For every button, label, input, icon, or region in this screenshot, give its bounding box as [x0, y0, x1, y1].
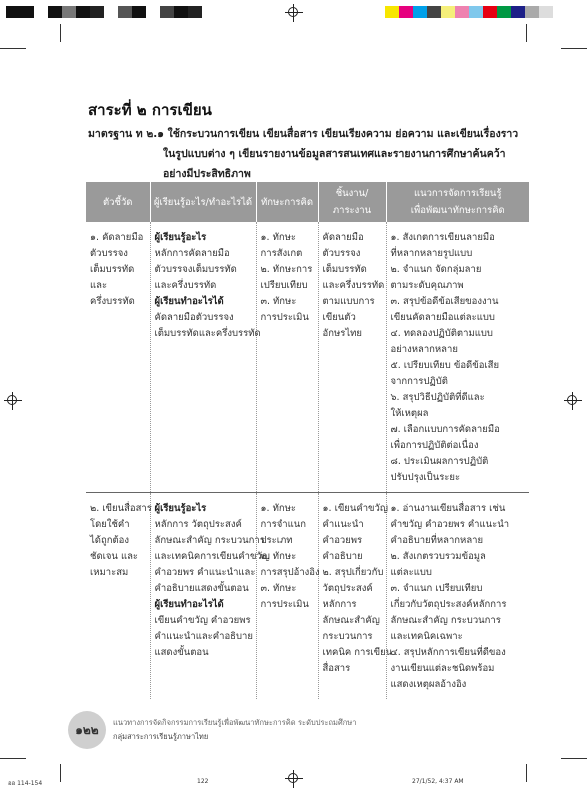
cell-line: การจำแนก: [260, 519, 306, 530]
cell-line: อักษรไทย: [322, 328, 362, 339]
cell-line: และครึ่งบรรทัด: [322, 280, 385, 291]
header-thinking-skill: ทักษะการคิด: [256, 182, 318, 222]
cell-line: และเทคนิคเฉพาะ: [390, 631, 463, 642]
grayscale-bar: [6, 6, 202, 18]
cell-line: ที่หลากหลายรูปแบบ: [390, 248, 473, 259]
section-heading: สาระที่ ๒ การเขียน: [88, 101, 212, 119]
registration-mark-left: [4, 392, 22, 410]
cell-line: ๓. ทักษะ: [260, 583, 297, 594]
crop-mark: [0, 758, 26, 759]
cell-line: ๔. สรุปหลักการเขียนที่ดีของ: [390, 647, 506, 658]
crop-mark: [526, 764, 527, 782]
crop-mark: [561, 758, 587, 759]
crop-mark: [60, 24, 61, 42]
cell-line: ผู้เรียนรู้อะไร: [154, 503, 207, 514]
cell-line: คำอวยพร คำแนะนำและ: [154, 567, 256, 578]
cell-line: คำอธิบายแสดงขั้นตอน: [154, 583, 249, 594]
cell-line: ๑. คัดลายมือ: [90, 232, 144, 243]
crop-mark: [0, 48, 26, 49]
cell-line: วัตถุประสงค์: [322, 583, 373, 594]
cell-learn: [150, 493, 270, 700]
cell-line: ตามแบบการ: [322, 296, 375, 307]
cell-line: ปรับปรุงเป็นระยะ: [390, 472, 461, 483]
cell-line: หลักการ วัตถุประสงค์: [154, 519, 242, 530]
cell-line: คำแนะนำ: [322, 519, 364, 530]
cell-line: ๒. จำแนก จัดกลุ่มลาย: [390, 264, 482, 275]
table-row: [86, 493, 529, 700]
slug-page: 122: [197, 778, 209, 785]
cell-line: เต็มบรรทัด: [322, 264, 367, 275]
cell-line: ๒. สรุปเกี่ยวกับ: [322, 567, 384, 578]
footer-subject: กลุ่มสาระการเรียนรู้ภาษาไทย: [113, 732, 209, 741]
cell-line: ๖. สรุปวิธีปฏิบัติที่ดีและ: [390, 392, 485, 403]
learning-table: [86, 182, 529, 699]
standard-line-3: อย่างมีประสิทธิภาพ: [163, 168, 251, 180]
cell-line: แต่ละแบบ: [390, 567, 432, 578]
cell-line: หลักการคัดลายมือ: [154, 248, 230, 259]
cell-line: คัดลายมือ: [322, 232, 364, 243]
cell-line: ตามระดับคุณภาพ: [390, 280, 464, 291]
cell-line: จากการปฏิบัติ: [390, 376, 448, 387]
header-approach-line1: แนวการจัดการเรียนรู้: [413, 188, 502, 199]
cell-line: ๓. ทักษะ: [260, 296, 297, 307]
crop-mark: [561, 48, 587, 49]
cell-line: การประเมิน: [260, 312, 309, 323]
cell-line: เต็มบรรทัด: [90, 264, 135, 275]
cell-line: ชัดเจน และ: [90, 551, 138, 562]
page-number: ๑๒๒: [75, 723, 99, 737]
cell-line: ตัวบรรจงเต็มบรรทัด: [154, 264, 237, 275]
cell-line: ลักษณะสำคัญ กระบวนการ: [154, 535, 265, 546]
cell-approach: [386, 222, 529, 493]
cell-thinking-skill: [256, 493, 318, 700]
cell-line: และเทคนิคการเขียนคำขวัญ: [154, 551, 270, 562]
cell-line: การสรุปอ้างอิง: [260, 567, 320, 578]
cell-line: คำอวยพร: [322, 535, 363, 546]
cell-line: การประเมิน: [260, 599, 309, 610]
cell-line: การสังเกต: [260, 248, 303, 259]
cell-line: ๑. เขียนคำขวัญ: [322, 503, 388, 514]
cell-line: เปรียบเทียบ: [260, 280, 308, 291]
page-number-badge: [68, 711, 106, 749]
footer-book-title: แนวทางการจัดกิจกรรมการเรียนรู้เพื่อพัฒนาทักษะการคิด ระดับประถมศึกษา: [113, 718, 357, 727]
cell-line: สื่อสาร: [322, 663, 351, 674]
cell-line: เกี่ยวกับวัตถุประสงค์หลักการ: [390, 599, 507, 610]
registration-mark-top: [285, 4, 303, 22]
cell-line: ได้ถูกต้อง: [90, 535, 129, 546]
crop-mark: [60, 764, 61, 782]
crop-mark: [526, 24, 527, 42]
cell-line: แสดงขั้นตอน: [154, 647, 209, 658]
header-approach: [386, 182, 529, 222]
header-workload: [318, 182, 386, 222]
cell-line: กระบวนการ: [322, 631, 373, 642]
cell-line: โดยใช้คำ: [90, 519, 130, 530]
cell-line: คำอธิบายที่หลากหลาย: [390, 535, 484, 546]
table-header-row: [86, 182, 529, 222]
cell-line: ๒. ทักษะ: [260, 551, 297, 562]
cell-line: คัดลายมือตัวบรรจง: [154, 312, 234, 323]
cell-thinking-skill: [256, 222, 318, 493]
registration-mark-right: [564, 392, 582, 410]
standard-line-2: ในรูปแบบต่าง ๆ เขียนรายงานข้อมูลสารสนเทศและรายงานการศึกษาค้นคว้า: [163, 148, 506, 160]
cell-line: เทคนิค การเขียน: [322, 647, 393, 658]
cell-line: ๑. สังเกตการเขียนลายมือ: [390, 232, 495, 243]
cell-line: ประเภท: [260, 535, 293, 546]
cell-line: ผู้เรียนทำอะไรได้: [154, 599, 224, 610]
cell-workload: [318, 493, 393, 700]
slug-date: 27/1/52, 4:37 AM: [412, 778, 464, 785]
cell-line: ๓. จำแนก เปรียบเทียบ: [390, 583, 483, 594]
cell-line: คำอธิบาย: [322, 551, 363, 562]
header-workload-line1: ชิ้นงาน/: [335, 188, 369, 199]
header-approach-line2: เพื่อพัฒนาทักษะการคิด: [410, 205, 505, 216]
registration-mark-bottom: [285, 770, 303, 788]
cell-line: เพื่อการปฏิบัติต่อเนื่อง: [390, 440, 479, 451]
header-workload-line2: ภาระงาน: [332, 205, 372, 216]
standard-line-1: มาตรฐาน ท ๒.๑ ใช้กระบวนการเขียน เขียนสื่อสาร เขียนเรียงความ ย่อความ และเขียนเรื่องราว: [88, 128, 519, 140]
cell-approach: [386, 493, 529, 700]
cell-line: ๕. เปรียบเทียบ ข้อดีข้อเสีย: [390, 360, 500, 371]
cell-indicator: [86, 222, 150, 493]
cell-line: ตัวบรรจง: [322, 248, 361, 259]
cell-line: เขียนตัว: [322, 312, 356, 323]
cell-line: ๒. ทักษะการ: [260, 264, 313, 275]
cell-line: และ: [90, 280, 108, 291]
cell-line: ๓. สรุปข้อดีข้อเสียของงาน: [390, 296, 499, 307]
cell-line: คำขวัญ คำอวยพร คำแนะนำ: [390, 519, 510, 530]
cell-line: เขียนคำขวัญ คำอวยพร: [154, 615, 251, 626]
color-bar: [385, 6, 553, 18]
table-row: [86, 222, 529, 493]
cell-line: เขียนคัดลายมือแต่ละแบบ: [390, 312, 495, 323]
cell-line: ลักษณะสำคัญ: [322, 615, 380, 626]
cell-line: ๗. เลือกแบบการคัดลายมือ: [390, 424, 500, 435]
cell-workload: [318, 222, 386, 493]
cell-line: และครึ่งบรรทัด: [154, 280, 217, 291]
cell-line: ๘. ประเมินผลการปฏิบัติ: [390, 456, 489, 467]
cell-line: ผู้เรียนทำอะไรได้: [154, 296, 224, 307]
cell-line: ๒. สังเกตรวบรวมข้อมูล: [390, 551, 486, 562]
cell-line: งานเขียนแต่ละชนิดพร้อม: [390, 663, 495, 674]
cell-line: ๑. ทักษะ: [260, 232, 296, 243]
cell-line: คำแนะนำและคำอธิบาย: [154, 631, 253, 642]
cell-line: ๑. อ่านงานเขียนสื่อสาร เช่น: [390, 503, 506, 514]
cell-line: ๑. ทักษะ: [260, 503, 296, 514]
cell-indicator: [86, 493, 150, 700]
cell-line: ให้เหตุผล: [390, 408, 429, 419]
cell-line: ๔. ทดลองปฏิบัติตามแบบ: [390, 328, 493, 339]
cell-line: หลักการ: [322, 599, 357, 610]
cell-line: เหมาะสม: [90, 567, 129, 578]
cell-line: เต็มบรรทัดและครึ่งบรรทัด: [154, 328, 261, 339]
header-indicator: ตัวชี้วัด: [86, 182, 150, 222]
slug-file: ออ 114-154: [8, 780, 43, 787]
header-learn: ผู้เรียนรู้อะไร/ทำอะไรได้: [150, 182, 256, 222]
cell-line: ผู้เรียนรู้อะไร: [154, 232, 207, 243]
cell-line: ลักษณะสำคัญ กระบวนการ: [390, 615, 501, 626]
cell-line: ๒. เขียนสื่อสาร: [90, 503, 152, 514]
cell-line: ครึ่งบรรทัด: [90, 296, 135, 307]
cell-learn: [150, 222, 261, 493]
cell-line: ตัวบรรจง: [90, 248, 128, 259]
cell-line: แสดงเหตุผลอ้างอิง: [390, 679, 467, 690]
cell-line: อย่างหลากหลาย: [390, 344, 458, 355]
